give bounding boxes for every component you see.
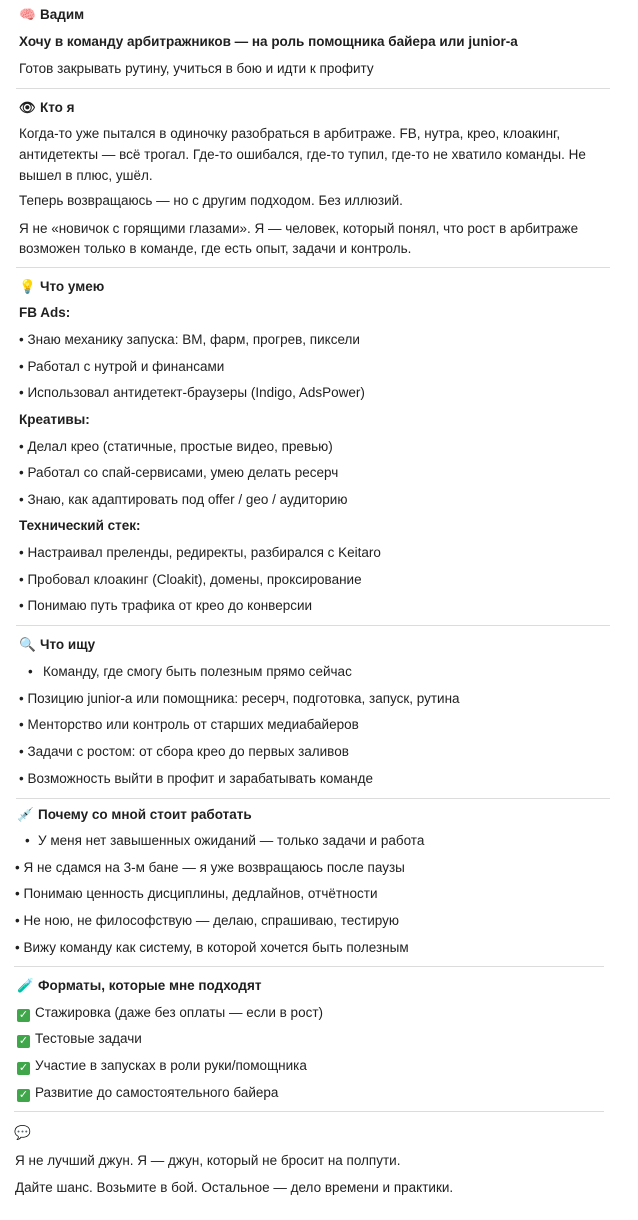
- list-item: • Задачи с ростом: от сбора крео до первых заливов: [19, 744, 349, 759]
- section-heading-about-label: Кто я: [40, 100, 75, 115]
- divider: [16, 88, 610, 89]
- section-heading-seeking-label: Что ищу: [40, 637, 96, 652]
- bullet-dot: •: [25, 833, 30, 848]
- bullet-list-item: [25, 831, 424, 851]
- checkmark-icon: ✓: [18, 1009, 29, 1021]
- checklist-item-text: Участие в запусках в роли руки/помощника: [35, 1058, 307, 1073]
- list-item: • Знаю механику запуска: BM, фарм, прогрев, пиксели: [19, 332, 360, 347]
- section-heading-formats-label: Форматы, которые мне подходят: [38, 978, 262, 993]
- bullet-list-item-text: Команду, где смогу быть полезным прямо сейчас: [43, 664, 352, 679]
- list-item: • Делал крео (статичные, простые видео, превью): [19, 439, 333, 454]
- page-subtitle: Готов закрывать рутину, учиться в бою и идти к профиту: [19, 61, 374, 76]
- subheading-creatives: Креативы:: [19, 412, 90, 427]
- about-paragraph-line: Когда-то уже пытался в одиночку разобраться в арбитраже. FB, нутра, крео, клоакинг,: [19, 126, 561, 141]
- section-heading-why: [17, 805, 252, 825]
- bullet-list-item: [28, 662, 352, 682]
- list-item: • Вижу команду как систему, в которой хочется быть полезным: [15, 940, 409, 955]
- about-paragraph-line: антидетекты — всё трогал. Где-то ошибался, где-то тупил, где-то не хватило команды. Не: [19, 147, 586, 162]
- about-paragraph-line: возможен только в команде, где есть опыт, задачи и контроль.: [19, 241, 412, 256]
- list-item: • Понимаю путь трафика от крео до конверсии: [19, 598, 313, 613]
- list-item: • Работал со спай-сервисами, умею делать ресерч: [19, 465, 339, 480]
- list-item: • Возможность выйти в профит и зарабатывать команде: [19, 771, 374, 786]
- speech-bubble-icon: 💬: [14, 1125, 31, 1140]
- list-item: • Позицию junior-а или помощника: ресерч, подготовка, запуск, рутина: [19, 691, 460, 706]
- list-item: • Я не сдамся на 3-м бане — я уже возвращаюсь после паузы: [15, 860, 405, 875]
- checkmark-icon: ✓: [18, 1089, 29, 1101]
- list-item: • Использовал антидетект-браузеры (Indigo, AdsPower): [19, 385, 365, 400]
- list-item: • Понимаю ценность дисциплины, дедлайнов, отчётности: [15, 886, 378, 901]
- divider: [14, 966, 604, 967]
- list-item: • Настраивал преленды, редиректы, разбирался с Keitaro: [19, 545, 381, 560]
- closing-line: Я не лучший джун. Я — джун, который не бросит на полпути.: [15, 1153, 401, 1168]
- test-tube-icon: 🧪: [17, 978, 34, 993]
- author-line: [19, 5, 84, 25]
- divider: [16, 625, 610, 626]
- closing-line: Дайте шанс. Возьмите в бой. Остальное — дело времени и практики.: [15, 1180, 454, 1195]
- section-heading-seeking: [19, 635, 95, 655]
- page-title: Хочу в команду арбитражников — на роль помощника байера или junior-а: [19, 34, 518, 49]
- about-paragraph: Теперь возвращаюсь — но с другим подходом. Без иллюзий.: [19, 193, 403, 208]
- syringe-icon: 💉: [17, 807, 34, 822]
- checkmark-icon: ✓: [18, 1062, 29, 1074]
- section-heading-why-label: Почему со мной стоит работать: [38, 807, 252, 822]
- about-paragraph-line: вышел в плюс, ушёл.: [19, 168, 153, 183]
- list-item: • Знаю, как адаптировать под offer / geo / аудиторию: [19, 492, 348, 507]
- divider: [14, 1111, 604, 1112]
- list-item: • Работал с нутрой и финансами: [19, 359, 225, 374]
- section-heading-about: [19, 98, 75, 118]
- lightbulb-icon: 💡: [19, 279, 36, 294]
- section-heading-formats: [17, 976, 262, 996]
- list-item: • Менторство или контроль от старших медиабайеров: [19, 717, 359, 732]
- checklist-item: [17, 1003, 323, 1023]
- section-heading-skills: [19, 277, 104, 297]
- list-item: • Пробовал клоакинг (Cloakit), домены, проксирование: [19, 572, 362, 587]
- author-name: Вадим: [40, 7, 85, 22]
- eyes-icon: 👁: [19, 100, 37, 115]
- bullet-dot: •: [28, 664, 33, 679]
- checklist-item-text: Развитие до самостоятельного байера: [35, 1085, 279, 1100]
- checklist-item-text: Стажировка (даже без оплаты — если в рост): [35, 1005, 324, 1020]
- subheading-tech-stack: Технический стек:: [19, 518, 141, 533]
- checklist-item-text: Тестовые задачи: [35, 1031, 142, 1046]
- checklist-item: [17, 1029, 142, 1049]
- checklist-item: [17, 1083, 278, 1103]
- magnifier-icon: 🔍: [19, 637, 36, 652]
- checkmark-icon: ✓: [18, 1035, 29, 1047]
- divider: [16, 798, 610, 799]
- divider: [16, 267, 610, 268]
- brain-icon: 🧠: [19, 7, 36, 22]
- bullet-list-item-text: У меня нет завышенных ожиданий — только задачи и работа: [38, 833, 425, 848]
- checklist-item: [17, 1056, 307, 1076]
- about-paragraph-line: Я не «новичок с горящими глазами». Я — человек, который понял, что рост в арбитраже: [19, 221, 579, 236]
- subheading-fb-ads: FB Ads:: [19, 305, 71, 320]
- list-item: • Не ною, не философствую — делаю, спрашиваю, тестирую: [15, 913, 399, 928]
- section-heading-skills-label: Что умею: [40, 279, 105, 294]
